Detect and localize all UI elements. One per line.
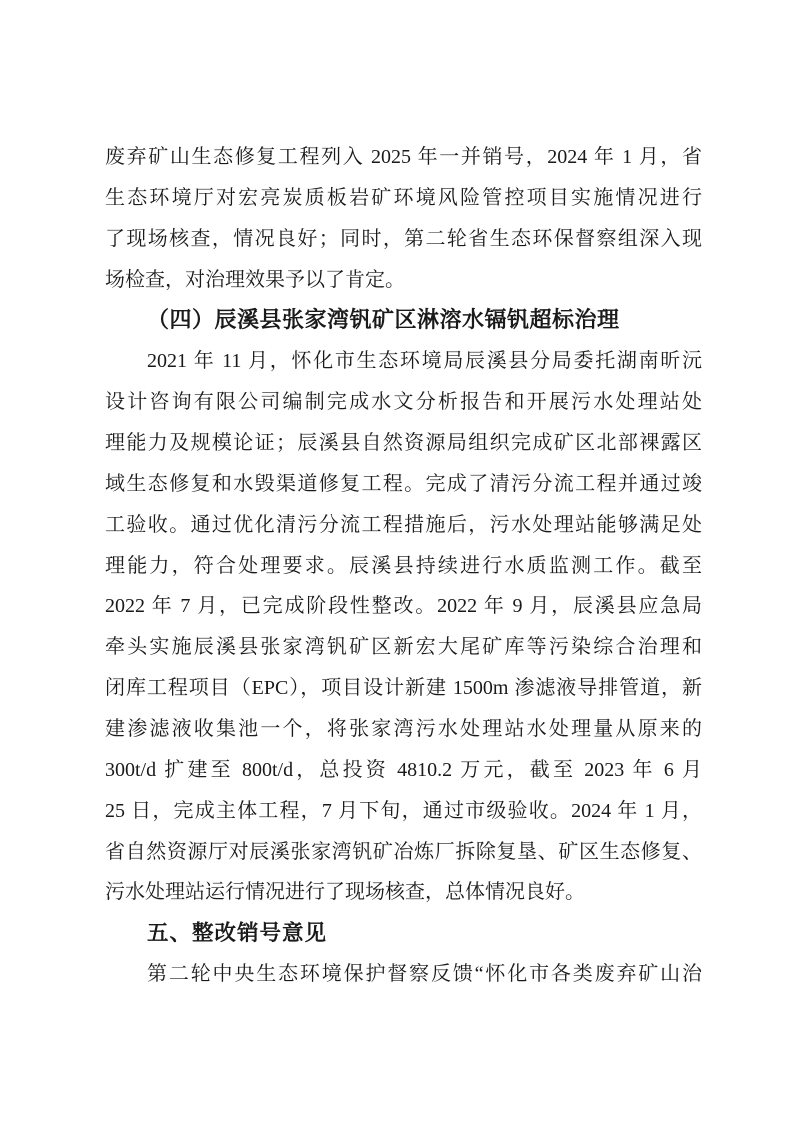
text-line: 设计咨询有限公司编制完成水文分析报告和开展污水处理站处: [105, 391, 702, 414]
text-line: 工验收。通过优化清污分流工程措施后，污水处理站能够满足处: [105, 513, 702, 536]
text-line: 废弃矿山生态修复工程列入 2025 年一并销号，2024 年 1 月，省: [105, 146, 702, 168]
text-line: 牵头实施辰溪县张家湾钒矿区新宏大尾矿库等污染综合治理和: [105, 636, 702, 659]
text-line: 理能力及规模论证；辰溪县自然资源局组织完成矿区北部裸露区: [105, 432, 702, 455]
text-line: 第二轮中央生态环境保护督察反馈“怀化市各类废弃矿山治: [147, 963, 702, 986]
text-line: 25 日，完成主体工程，7 月下旬，通过市级验收。2024 年 1 月，: [105, 799, 702, 822]
text-line: 2021 年 11 月，怀化市生态环境局辰溪县分局委托湖南昕沅: [147, 350, 702, 373]
text-line: 理能力，符合处理要求。辰溪县持续进行水质监测工作。截至: [105, 554, 702, 577]
document-body: [105, 137, 702, 995]
text-line: 省自然资源厅对辰溪张家湾钒矿冶炼厂拆除复垦、矿区生态修复、: [105, 840, 702, 863]
text-line: 建渗滤液收集池一个，将张家湾污水处理站水处理量从原来的: [105, 718, 702, 741]
text-line: 污水处理站运行情况进行了现场核查，总体情况良好。: [105, 881, 585, 904]
text-line: 了现场核查，情况良好；同时，第二轮省生态环保督察组深入现: [105, 227, 702, 250]
text-line: 闭库工程项目（EPC），项目设计新建 1500m 渗滤液导排管道，新: [105, 677, 702, 700]
text-line: 2022 年 7 月，已完成阶段性整改。2022 年 9 月，辰溪县应急局: [105, 595, 702, 618]
text-line: 300t/d 扩建至 800t/d，总投资 4810.2 万元，截至 2023 年 6 月: [105, 758, 702, 781]
text-line: 场检查，对治理效果予以了肯定。: [105, 268, 405, 291]
section-heading: （四）辰溪县张家湾钒矿区淋溶水镉钒超标治理: [147, 307, 620, 333]
text-line: 生态环境厅对宏亮炭质板岩矿环境风险管控项目实施情况进行: [105, 186, 702, 209]
section-heading: 五、整改销号意见: [147, 921, 328, 946]
text-line: 域生态修复和水毁渠道修复工程。完成了清污分流工程并通过竣: [105, 472, 702, 495]
